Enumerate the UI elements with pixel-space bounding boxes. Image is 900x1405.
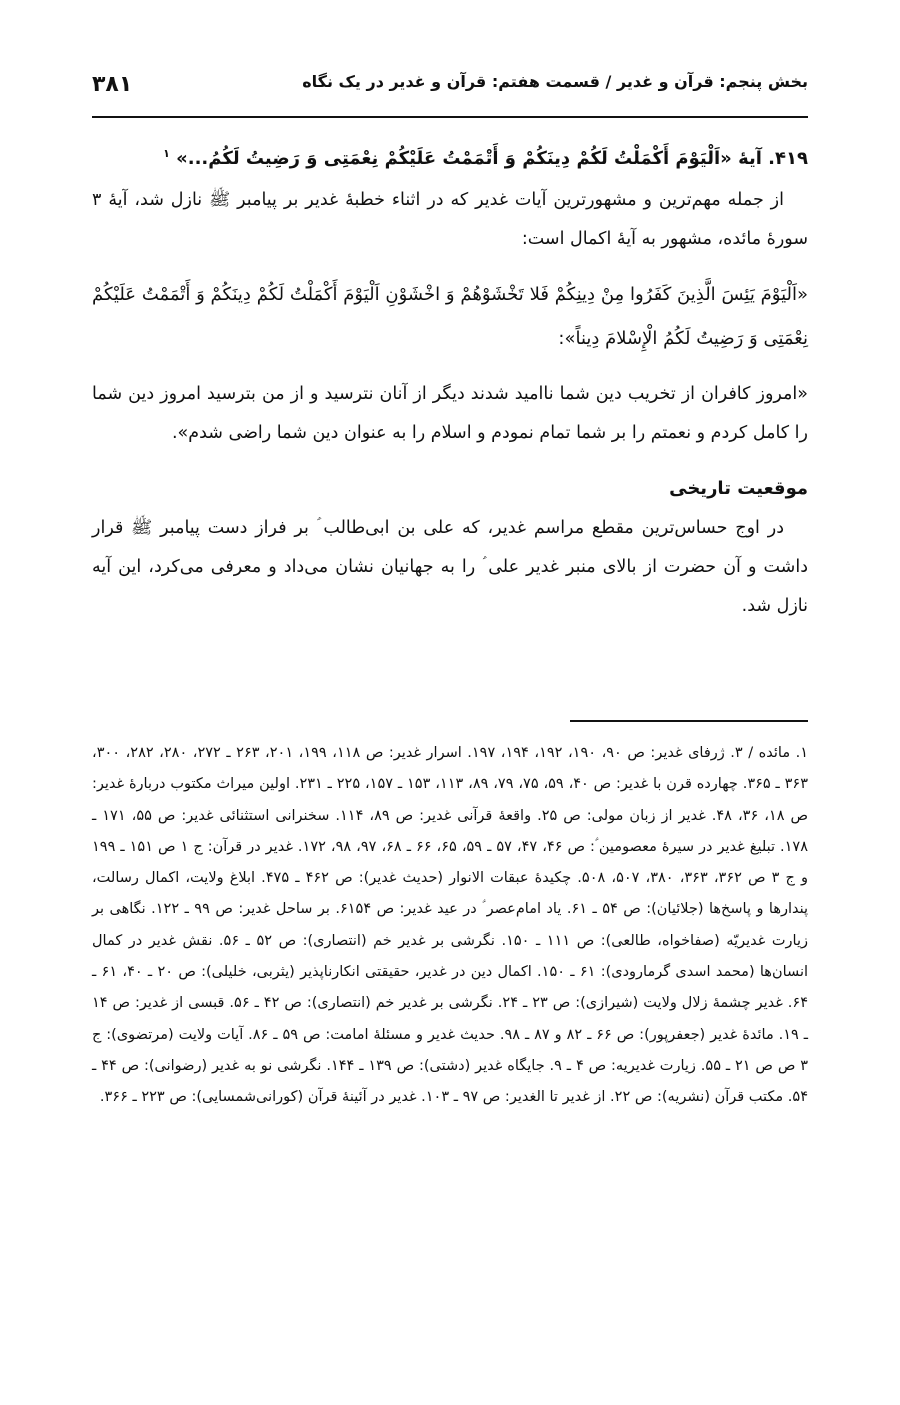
running-head: بخش پنجم: قرآن و غدیر / قسمت هفتم: قرآن و غدیر در یک نگاه (302, 72, 808, 91)
footnote-divider (570, 720, 808, 722)
footnote: ۱. مائده / ۳. ژرفای غدیر: ص ۹۰، ۱۹۰، ۱۹۲، ۱۹۴، ۱۹۷. اسرار غدیر: ص ۱۱۸، ۱۹۹، ۲۰۱، ۲۶۳ ـ ۲۷۲، ۲۸۰، ۲۸۲، ۳۰۰، ۳۶۳ ـ ۳۶۵. چهارده قرن با غدیر: ص ۴۰، ۵۹، ۷۵، ۷۹، ۸۹، ۱۱۳، ۱۵۳ ـ ۱۵۷، ۲۲۵ ـ ۲۳۱. اولین میراث مکتوب دربارهٔ غدیر: ص ۱۸، ۳۶، ۴۸. غدیر از زبان مولی: ص ۲۵. واقعهٔ قرآنی غدیر: ص ۸۹، ۱۱۴. سخنرانی استثنائی غدیر: ص ۵۵، ۱۷۱ ـ ۱۷۸. تبلیغ غدیر در سیرهٔ معصومین ؑ: ص ۴۶، ۴۷، ۵۷ ـ ۵۹، ۶۵، ۶۶ ـ ۶۸، ۹۷، ۹۸، ۱۷۲. غدیر در قرآن: ج ۱ ص ۱۵۱ ـ ۱۹۹ و ج ۳ ص ۳۶۲، ۳۶۳، ۳۸۰، ۵۰۷، ۵۰۸. چکیدهٔ عبقات الانوار (حدیث غدیر): ص ۴۶۲ ـ ۴۷۵. ابلاغ ولایت، اکمال رسالت، پندارها و پاسخ‌ها (جلائیان): ص ۵۴ ـ ۶۱. یاد امام‌عصر ؑ در عید غدیر: ص ۶۱۵۴. بر ساحل غدیر: ص ۹۹ ـ ۱۲۲. نگاهی بر زیارت غدیریّه (صفاخواه، طالعی): ص ۱۱۱ ـ ۱۵۰. نگرشی بر غدیر خم (انتصاری): ص ۵۲ ـ ۵۶. نقش غدیر در کمال انسان‌ها (محمد اسدی گرمارودی): ۶۱ ـ ۱۵۰. اکمال دین در غدیر، حقیقتی انکارناپذیر (یثربی، خلیلی): ص ۲۰ ـ ۴۰، ۶۱ ـ ۶۴. غدیر چشمهٔ زلال ولایت (شیرازی): ص ۲۳ ـ ۲۴. نگرشی بر غدیر خم (انتصاری): ص ۴۲ ـ ۵۶. قبسی از غدیر: ص ۱۴ ـ ۱۹. مائدهٔ غدیر (جعفرپور): ص ۶۶ ـ ۸۲ و ۸۷ ـ ۹۸. حدیث غدیر و مسئلهٔ امامت: ص ۵۹ ـ ۸۶. آیات ولایت (مرتضوی): ج ۳ ص ص ۲۱ ـ ۵۵. زیارت غدیریه: ص ۴ ـ ۹. جایگاه غدیر (دشتی): ص ۱۳۹ ـ ۱۴۴. نگرشی نو به غدیر (رضوانی): ص ۴۴ ـ ۵۴. مکتب قرآن (نشریه): ص ۲۲. از غدیر تا الغدیر: ص ۹۷ ـ ۱۰۳. غدیر در آئینهٔ قرآن (کورانی‌شمسایی): ص ۲۲۳ ـ ۳۶۶. (92, 745, 809, 1106)
page-number: ۳۸۱ (92, 72, 133, 97)
entry-heading (92, 132, 808, 181)
history-paragraph: در اوج حساس‌ترین مقطع مراسم غدیر، که علی بن ابی‌طالب ؑ بر فراز دست پیامبر ﷺ قرار داشت و آن حضرت از بالای منبر غدیر علی ؑ را به جهانیان نشان می‌داد و معرفی می‌کرد، این آیه نازل شد. (92, 518, 808, 616)
verse-translation: «امروز کافران از تخریب دین شما ناامید شدند دیگر از آنان نترسید و از من بترسید امروز دین شما را کامل کردم و نعمتم را بر شما تمام نمودم و اسلام را به عنوان دین شما راضی شدم». (92, 384, 808, 443)
entry-heading-text: ۴۱۹. آیهٔ «اَلْیَوْمَ أَکْمَلْتُ لَکُمْ دِینَکُمْ وَ أَتْمَمْتُ عَلَیْکُمْ نِعْمَتِی وَ رَضِیتُ لَکُمُ...» (176, 148, 808, 169)
quran-verse: «اَلْیَوْمَ یَئِسَ الَّذِینَ کَفَرُوا مِنْ دِینِکُمْ فَلا تَخْشَوْهُمْ وَ اخْشَوْنِ اَلْیَوْمَ أَکْمَلْتُ لَکُمْ دِینَکُمْ وَ أَتْمَمْتُ عَلَیْکُمْ نِعْمَتِی وَ رَضِیتُ لَکُمُ الْإِسْلامَ دِیناً»: (92, 284, 808, 349)
page-header (92, 72, 808, 118)
main-content (92, 132, 808, 626)
footnote-reference: ۱ (163, 147, 170, 160)
intro-paragraph: از جمله مهم‌ترین و مشهورترین آیات غدیر که در اثناء خطبهٔ غدیر بر پیامبر ﷺ نازل شد، آیهٔ ۳ سورهٔ مائده، مشهور به آیهٔ اکمال است: (92, 190, 808, 249)
section-title: موقعیت تاریخی (669, 478, 808, 499)
